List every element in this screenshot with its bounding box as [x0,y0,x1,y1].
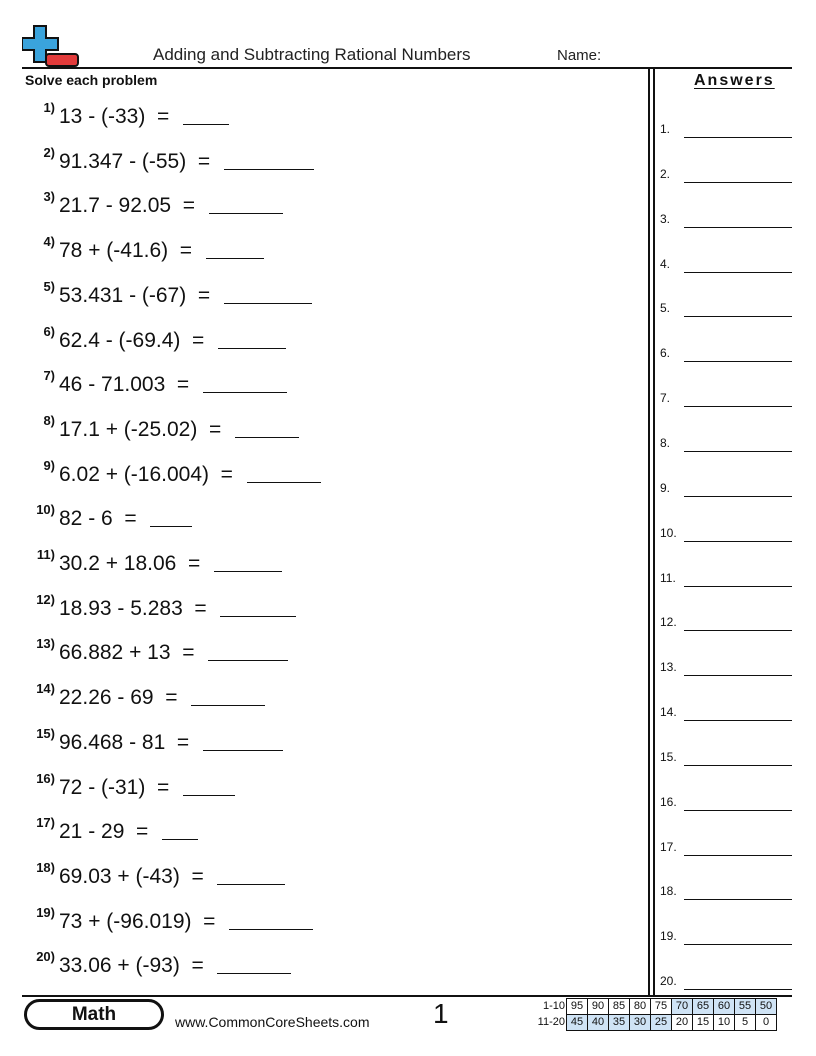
answer-row-20 [660,970,792,990]
answer-number: 6. [660,346,671,361]
answer-row-3 [660,208,792,228]
score-range-label: 1-10 [542,1000,565,1012]
answers-heading: Answers [694,72,775,89]
problem-expression: 96.468 - 81 = [59,730,201,754]
problem-expression: 46 - 71.003 = [59,373,201,397]
problem-expression: 21 - 29 = [59,820,160,844]
answer-row-4 [660,253,792,273]
answer-blank[interactable] [684,899,792,900]
answer-blank[interactable] [191,705,265,706]
answer-number: 7. [660,391,671,406]
answer-number: 17. [660,839,677,854]
problem-expression: 6.02 + (-16.004) = [59,462,245,486]
score-cell: 20 [672,1015,693,1031]
problem-number: 19) [36,904,55,920]
score-cell: 70 [672,999,693,1015]
answer-number: 5. [660,301,671,316]
answer-number: 8. [660,435,671,450]
answer-blank[interactable] [224,303,312,304]
answer-blank[interactable] [235,437,299,438]
answer-row-17 [660,836,792,856]
problem-number: 15) [36,725,55,741]
answer-number: 4. [660,256,671,271]
problem-expression: 13 - (-33) = [59,105,181,128]
answer-row-8 [660,432,792,452]
answer-number: 1. [660,122,671,136]
answer-row-10 [660,522,792,542]
answer-blank[interactable] [224,169,314,170]
problem-expression: 82 - 6 = [59,507,149,531]
answer-blank[interactable] [684,720,792,721]
answer-number: 13. [660,660,677,675]
answer-blank[interactable] [684,316,792,317]
answer-blank[interactable] [208,660,288,661]
answer-number: 18. [660,884,677,899]
score-cell: 65 [693,999,714,1015]
name-label: Name: [557,47,602,64]
score-cell: 30 [630,1015,651,1031]
answer-row-15 [660,746,792,766]
answer-blank[interactable] [684,541,792,542]
answer-blank[interactable] [247,482,321,483]
score-cell: 75 [651,999,672,1015]
answer-blank[interactable] [183,124,229,125]
answer-blank[interactable] [150,526,192,527]
answer-blank[interactable] [684,406,792,407]
answer-blank[interactable] [229,929,313,930]
problem-number: 20) [36,949,55,965]
problem-number: 6) [43,323,55,339]
problem-expression: 72 - (-31) = [59,775,181,799]
answer-number: 3. [660,211,671,226]
score-cell: 40 [588,1015,609,1031]
header-divider [22,67,792,69]
score-range-label: 11-20 [537,1016,565,1028]
answer-number: 9. [660,480,671,495]
score-row [527,1015,777,1031]
problem-number: 18) [36,859,55,875]
answer-blank[interactable] [684,496,792,497]
score-cell: 45 [567,1015,588,1031]
answer-blank[interactable] [203,392,287,393]
answer-blank[interactable] [218,348,286,349]
answer-blank[interactable] [183,795,235,796]
answer-number: 11. [660,570,676,585]
score-cell: 15 [693,1015,714,1031]
answer-row-12 [660,611,792,631]
answer-blank[interactable] [684,855,792,856]
answer-blank[interactable] [684,765,792,766]
subject-badge: Math [24,999,164,1030]
plus-minus-logo-icon [22,24,80,70]
answer-blank[interactable] [684,586,792,587]
problem-number: 3) [43,189,55,205]
answer-blank[interactable] [684,137,792,138]
score-table [527,998,777,1031]
answer-blank[interactable] [684,227,792,228]
answer-row-13 [660,656,792,676]
answer-blank[interactable] [684,272,792,273]
problem-number: 1) [43,100,55,115]
problem-number: 17) [36,815,55,831]
problem-number: 7) [43,368,55,384]
answer-row-7 [660,387,792,407]
problem-number: 9) [43,457,55,473]
score-cell: 80 [630,999,651,1015]
worksheet-title: Adding and Subtracting Rational Numbers [153,45,471,64]
answer-number: 2. [660,166,671,181]
answer-blank[interactable] [684,361,792,362]
answer-blank[interactable] [684,675,792,676]
problem-number: 2) [43,144,55,160]
problem-expression: 17.1 + (-25.02) = [59,417,233,441]
answer-number: 10. [660,525,677,540]
problem-number: 13) [36,636,55,652]
problem-number: 5) [43,278,55,294]
answer-blank[interactable] [209,213,283,214]
answer-blank[interactable] [684,451,792,452]
column-divider-right [653,68,655,996]
column-divider-left [648,68,650,996]
answer-number: 14. [660,705,677,720]
answer-row-14 [660,701,792,721]
answer-blank[interactable] [220,616,296,617]
problem-expression: 78 + (-41.6) = [59,239,204,263]
problem-expression: 73 + (-96.019) = [59,909,228,933]
footer-divider [22,995,792,997]
answer-number: 15. [660,749,677,764]
answer-row-6 [660,342,792,362]
answer-number: 19. [660,929,677,944]
answer-number: 12. [660,615,677,630]
score-cell: 90 [588,999,609,1015]
answer-row-9 [660,477,792,497]
problem-number: 8) [43,412,55,428]
instructions: Solve each problem [25,72,158,88]
score-cell: 50 [756,999,777,1015]
problem-expression: 21.7 - 92.05 = [59,194,207,218]
answer-blank[interactable] [217,884,285,885]
problem-number: 4) [43,234,55,250]
problem-expression: 30.2 + 18.06 = [59,552,212,575]
answer-blank[interactable] [203,750,283,751]
answer-blank[interactable] [684,810,792,811]
answer-blank[interactable] [684,944,792,945]
answer-row-19 [660,925,792,945]
problem-expression: 91.347 - (-55) = [59,149,222,173]
score-cell: 0 [756,1015,777,1031]
score-cell: 35 [609,1015,630,1031]
answer-blank[interactable] [162,839,198,840]
answer-blank[interactable] [684,182,792,183]
score-cell: 95 [567,999,588,1015]
website-link[interactable]: www.CommonCoreSheets.com [175,1014,370,1030]
answer-blank[interactable] [206,258,264,259]
score-cell: 55 [735,999,756,1015]
answer-row-2 [660,163,792,183]
problem-expression: 18.93 - 5.283 = [59,596,219,620]
score-row [527,999,777,1015]
answer-blank[interactable] [684,989,792,990]
answer-row-18 [660,880,792,900]
problem-number: 12) [36,591,55,607]
score-cell: 25 [651,1015,672,1031]
answer-number: 20. [660,974,677,989]
answer-blank[interactable] [214,571,282,572]
problem-number: 10) [36,502,55,518]
answer-row-11 [660,567,792,587]
answer-row-1 [660,118,792,138]
answer-blank[interactable] [684,630,792,631]
problem-expression: 53.431 - (-67) = [59,283,222,307]
answer-row-16 [660,791,792,811]
problem-expression: 69.03 + (-43) = [59,864,216,888]
answer-row-5 [660,297,792,317]
score-cell: 10 [714,1015,735,1031]
problem-expression: 66.882 + 13 = [59,641,207,665]
answer-number: 16. [660,794,677,809]
page-number: 1 [433,998,449,1029]
score-cell: 60 [714,999,735,1015]
problem-number: 16) [36,770,55,786]
problem-number: 11) [36,547,55,562]
problem-number: 14) [36,681,55,697]
score-cell: 5 [735,1015,756,1031]
problem-expression: 22.26 - 69 = [59,686,190,710]
problem-expression: 33.06 + (-93) = [59,954,216,978]
answer-blank[interactable] [217,973,291,974]
problem-expression: 62.4 - (-69.4) = [59,328,216,352]
score-cell: 85 [609,999,630,1015]
